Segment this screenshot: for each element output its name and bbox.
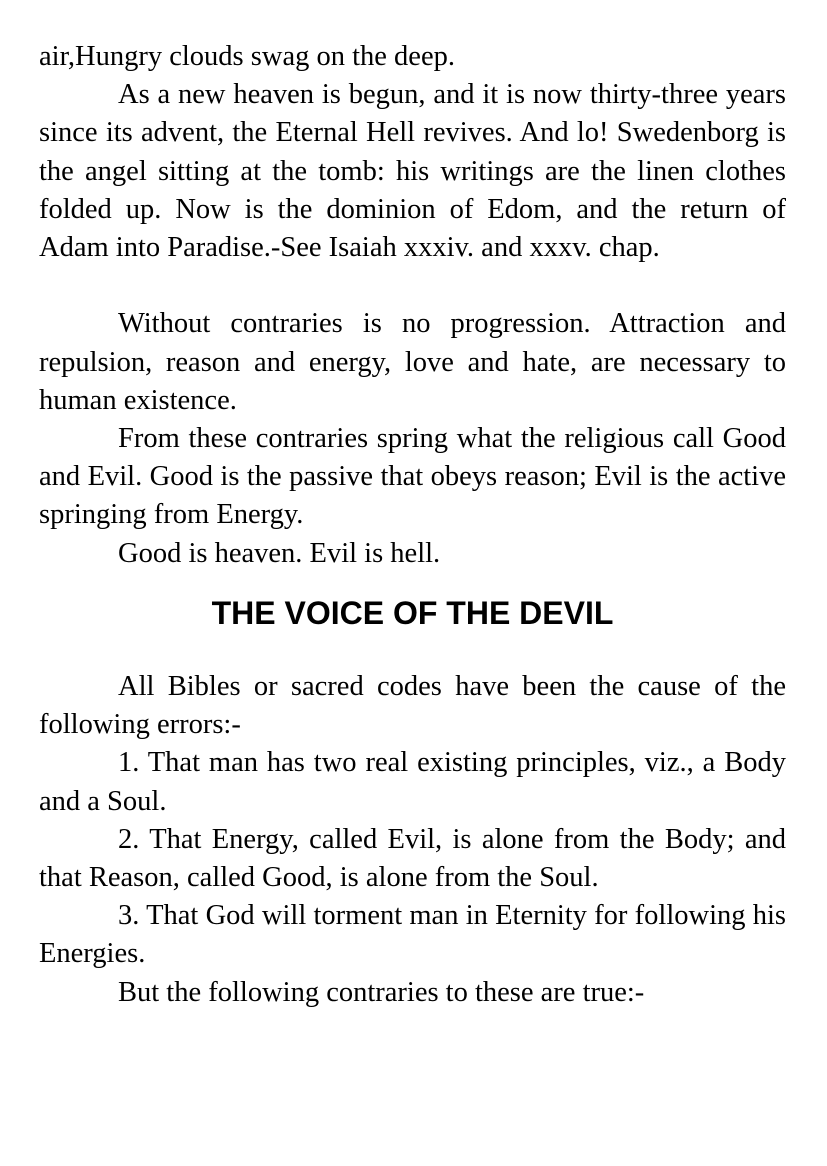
- paragraph-heaven-hell: Good is heaven. Evil is hell.: [118, 537, 441, 569]
- paragraph-good-and-evil: From these contraries spring what the religious call Good and Evil. Good is the passive that obeys reason; Evil is the active springing from Energy.: [39, 423, 786, 531]
- paragraph-bibles: All Bibles or sacred codes have been the cause of the following errors:-: [39, 671, 786, 741]
- paragraph-gap: [39, 267, 786, 305]
- document-page: [39, 38, 786, 1012]
- list-item-error-2: 2. That Energy, called Evil, is alone from the Body; and that Reason, called Good, is alone from the Soul.: [39, 823, 786, 894]
- list-item-error-3: 3. That God will torment man in Eternity for following his Energies.: [39, 900, 786, 970]
- list-item-error-1: 1. That man has two real existing principles, viz., a Body and a Soul.: [39, 747, 786, 817]
- paragraph-new-heaven: As a new heaven is begun, and it is now thirty-three years since its advent, the Eternal Hell revives. And lo! Swedenborg is the angel sitting at the tomb: his writings are the linen clothes folded up. Now is the dominion of Edom, and the return of Adam into Paradise.-See Isaiah xxxiv. and xxxv. chap.: [39, 79, 786, 264]
- paragraph-continuation: air,Hungry clouds swag on the deep.: [39, 41, 455, 72]
- paragraph-contraries-true: But the following contraries to these are true:-: [118, 976, 645, 1008]
- paragraph-contraries: Without contraries is no progression. Attraction and repulsion, reason and energy, love and hate, are necessary to human existence.: [39, 308, 786, 416]
- section-heading: THE VOICE OF THE DEVIL: [211, 594, 614, 631]
